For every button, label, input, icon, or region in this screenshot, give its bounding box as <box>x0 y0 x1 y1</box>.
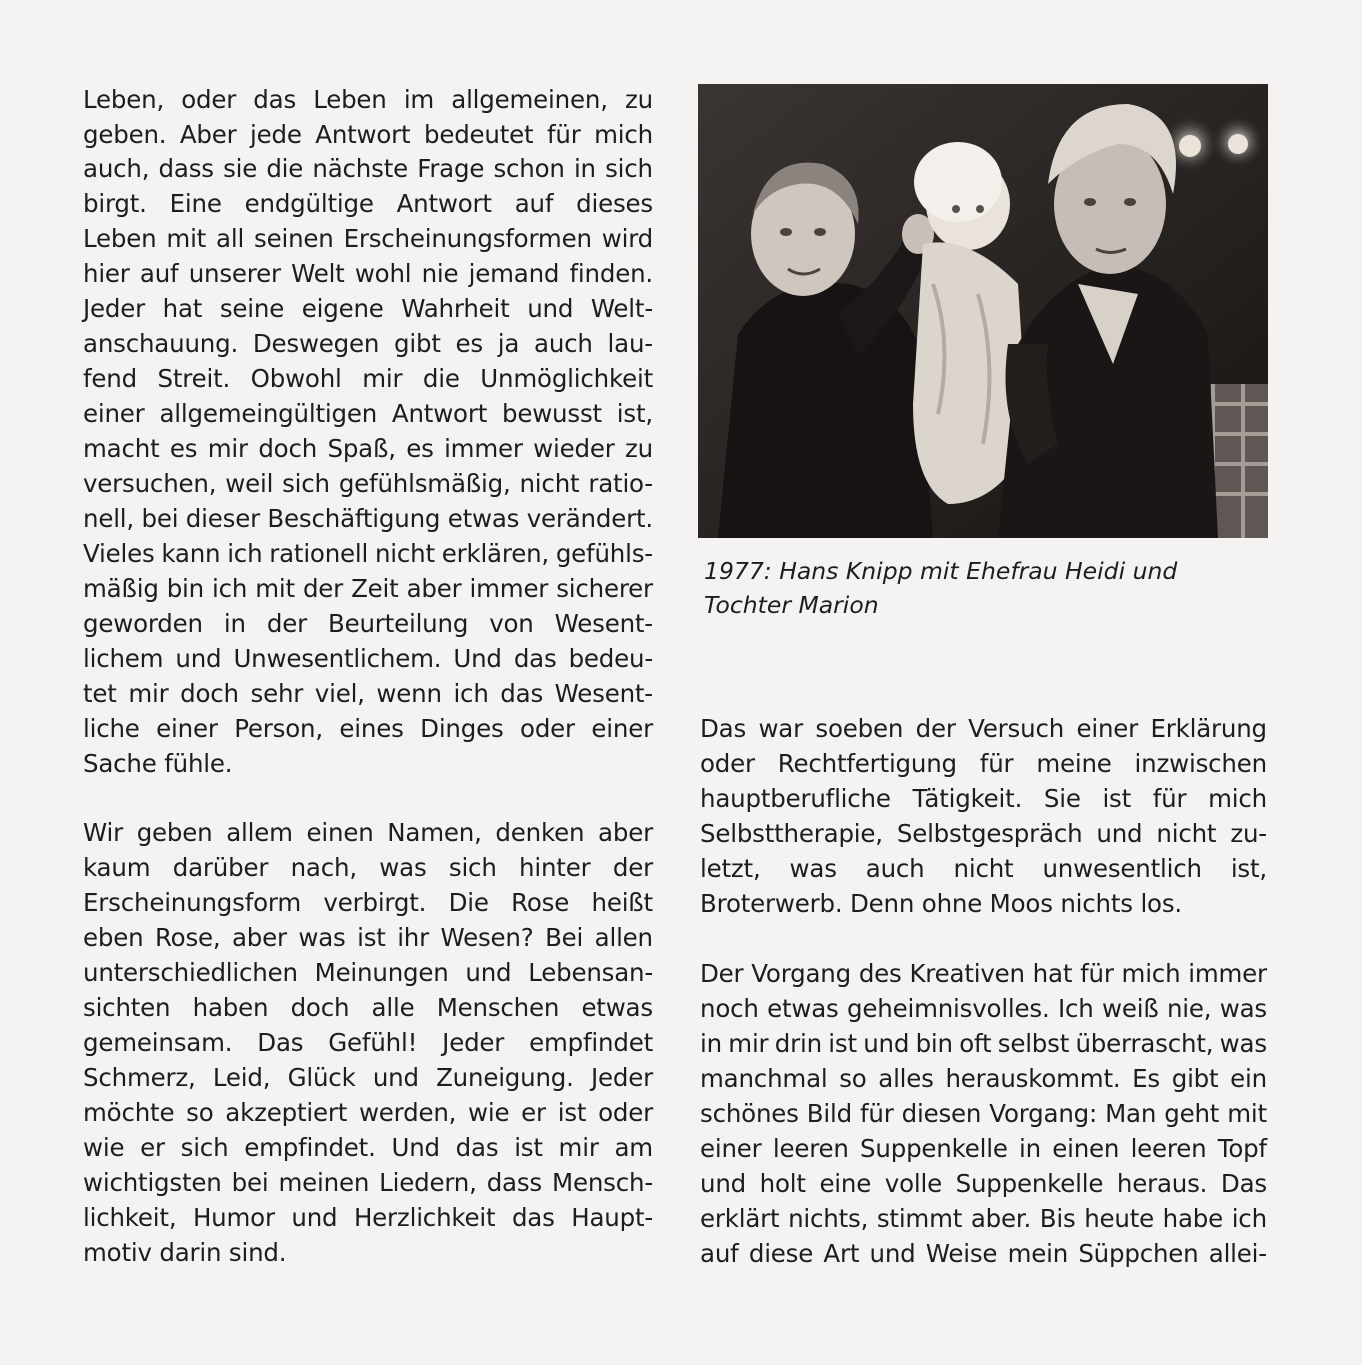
text-line: auch, dass sie die nächste Frage schon in sich <box>83 154 653 183</box>
text-line: lichkeit, Humor und Herzlichkeit das Haupt- <box>83 1203 653 1232</box>
text-line: motiv darin sind. <box>83 1238 287 1267</box>
text-line: manchmal so alles herauskommt. Es gibt ein <box>700 1064 1267 1093</box>
text-line: sichten haben doch alle Menschen etwas <box>83 993 653 1022</box>
text-line: Das war soeben der Versuch einer Erklärung <box>700 714 1267 743</box>
text-line: letzt, was auch nicht unwesentlich ist, <box>700 854 1267 883</box>
family-photo-image <box>698 84 1268 538</box>
text-line: fend Streit. Obwohl mir die Unmöglichkeit <box>83 364 653 393</box>
text-line: einer allgemeingültigen Antwort bewusst ist, <box>83 399 653 428</box>
text-line: noch etwas geheimnisvolles. Ich weiß nie, was <box>700 994 1267 1023</box>
text-line: hauptberufliche Tätigkeit. Sie ist für mich <box>700 784 1267 813</box>
text-line: liche einer Person, eines Dinges oder einer <box>83 714 653 743</box>
text-line: Selbsttherapie, Selbstgespräch und nicht zu- <box>700 819 1267 848</box>
text-line: nell, bei dieser Beschäftigung etwas verändert. <box>83 504 653 533</box>
photo-caption-line: 1977: Hans Knipp mit Ehefrau Heidi und <box>704 557 1178 585</box>
text-line: Wir geben allem einen Namen, denken aber <box>83 818 653 847</box>
text-line: lichem und Unwesentlichem. Und das bedeu- <box>83 644 653 673</box>
text-line: auf diese Art und Weise mein Süppchen allei- <box>700 1239 1267 1268</box>
text-line: Sache fühle. <box>83 749 233 778</box>
text-line: Der Vorgang des Kreativen hat für mich immer <box>700 959 1267 988</box>
text-line: Broterwerb. Denn ohne Moos nichts los. <box>700 889 1182 918</box>
text-line: anschauung. Deswegen gibt es ja auch lau- <box>83 329 653 358</box>
text-line: geworden in der Beurteilung von Wesent- <box>83 609 653 638</box>
text-line: Jeder hat seine eigene Wahrheit und Welt- <box>83 294 653 323</box>
text-line: hier auf unserer Welt wohl nie jemand finden. <box>83 259 653 288</box>
text-line: geben. Aber jede Antwort bedeutet für mich <box>83 120 653 149</box>
text-line: macht es mir doch Spaß, es immer wieder zu <box>83 434 653 463</box>
photo-caption-line: Tochter Marion <box>704 591 879 619</box>
text-line: tet mir doch sehr viel, wenn ich das Wesent- <box>83 679 653 708</box>
text-line: Vieles kann ich rationell nicht erklären, gefühls- <box>83 539 653 568</box>
text-line: möchte so akzeptiert werden, wie er ist oder <box>83 1098 653 1127</box>
text-line: in mir drin ist und bin oft selbst überrascht, was <box>700 1029 1267 1058</box>
text-line: versuchen, weil sich gefühlsmäßig, nicht ratio- <box>83 469 653 498</box>
text-line: birgt. Eine endgültige Antwort auf dieses <box>83 189 653 218</box>
text-line: gemeinsam. Das Gefühl! Jeder empfindet <box>83 1028 653 1057</box>
text-line: wie er sich empfindet. Und das ist mir am <box>83 1133 653 1162</box>
text-line: einer leeren Suppenkelle in einen leeren Topf <box>700 1134 1267 1163</box>
text-line: erklärt nichts, stimmt aber. Bis heute habe ich <box>700 1204 1267 1233</box>
text-line: kaum darüber nach, was sich hinter der <box>83 853 653 882</box>
text-line: schönes Bild für diesen Vorgang: Man geht mit <box>700 1099 1267 1128</box>
text-line: eben Rose, aber was ist ihr Wesen? Bei allen <box>83 923 653 952</box>
text-line: wichtigsten bei meinen Liedern, dass Mensch- <box>83 1168 653 1197</box>
text-line: unterschiedlichen Meinungen und Lebensan- <box>83 958 653 987</box>
text-line: Leben mit all seinen Erscheinungsformen wird <box>83 224 653 253</box>
text-line: Leben, oder das Leben im allgemeinen, zu <box>83 85 653 114</box>
text-line: mäßig bin ich mit der Zeit aber immer sicherer <box>83 574 653 603</box>
text-line: und holt eine volle Suppenkelle heraus. Das <box>700 1169 1267 1198</box>
text-line: Schmerz, Leid, Glück und Zuneigung. Jeder <box>83 1063 653 1092</box>
text-line: oder Rechtfertigung für meine inzwischen <box>700 749 1267 778</box>
text-line: Erscheinungsform verbirgt. Die Rose heißt <box>83 888 653 917</box>
family-photo <box>698 84 1268 538</box>
